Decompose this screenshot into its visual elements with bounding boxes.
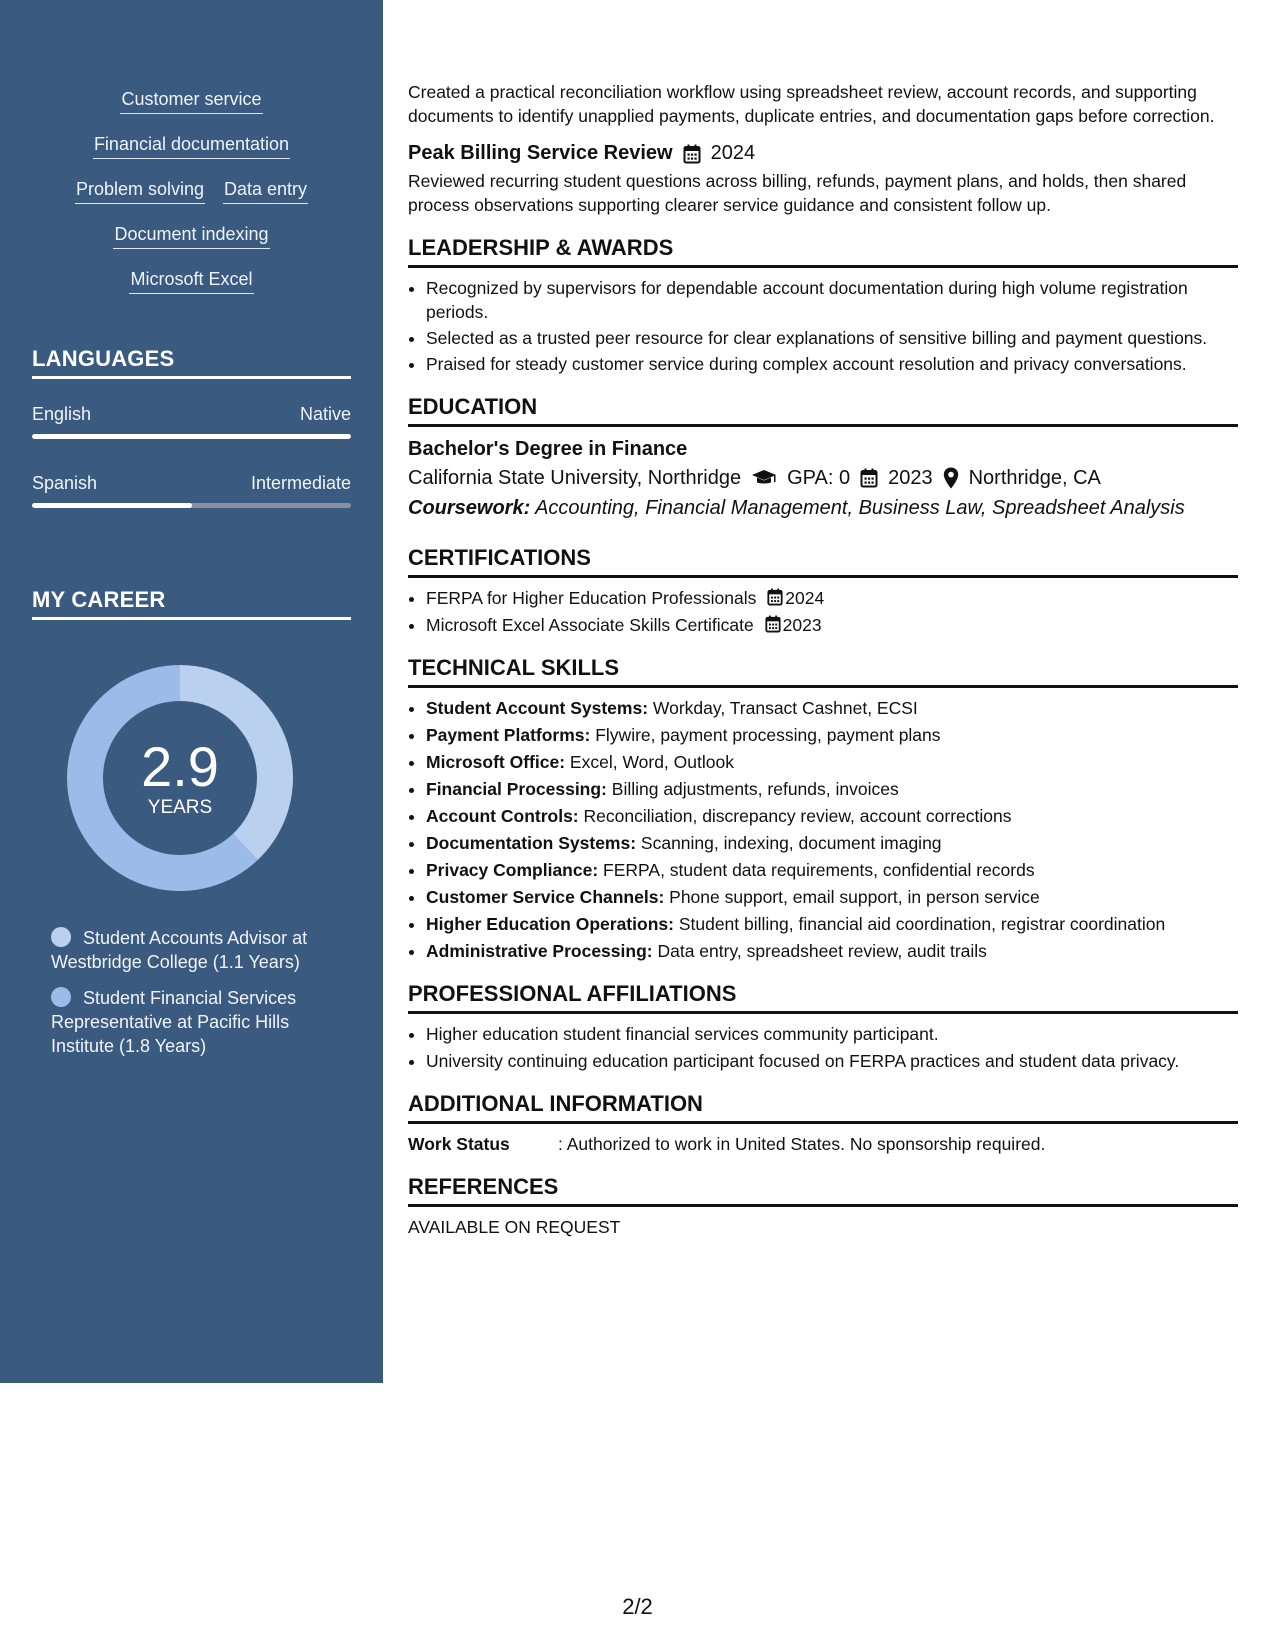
work-status-label: Work Status <box>408 1134 510 1154</box>
certification-item <box>426 586 1238 610</box>
skill-tag: Financial documentation <box>93 131 290 159</box>
career-legend-label: Student Accounts Advisor at Westbridge College (1.1 Years) <box>51 928 308 972</box>
technical-skill-value: Data entry, spreadsheet review, audit trails <box>657 941 987 961</box>
language-name: English <box>32 404 92 424</box>
career-legend-item <box>51 986 351 1058</box>
references-text: AVAILABLE ON REQUEST <box>408 1217 621 1237</box>
main-content <box>408 80 1238 1239</box>
education-school: California State University, Northridge <box>408 467 742 489</box>
coursework-label: Coursework: <box>408 497 531 519</box>
skill-tag: Customer service <box>120 86 262 114</box>
skill-tag: Microsoft Excel <box>129 266 253 294</box>
sidebar <box>0 0 383 1383</box>
language-row <box>32 404 351 425</box>
skill-tag: Data entry <box>223 176 308 204</box>
skill-row <box>0 221 383 266</box>
technical-skill-value: Billing adjustments, refunds, invoices <box>611 779 899 799</box>
technical-skill-item <box>426 777 1238 801</box>
language-proficiency-fill <box>32 434 351 439</box>
language-level: Intermediate <box>250 473 351 493</box>
location-pin-icon <box>943 467 959 489</box>
calendar-icon <box>765 615 781 633</box>
technical-skill-item <box>426 858 1238 882</box>
project-title-row <box>408 142 1238 165</box>
project-intro-paragraph: Created a practical reconciliation workflow using spreadsheet review, account records, and supporting documents to identify unapplied payments, duplicate entries, and documentation gaps before correction. <box>408 82 1215 126</box>
page-number: 2/2 <box>622 1594 653 1619</box>
skill-row <box>0 266 383 311</box>
work-status-value: : Authorized to work in United States. No sponsorship required. <box>558 1134 1046 1154</box>
work-status-row <box>408 1132 1238 1156</box>
technical-skill-label: Financial Processing: <box>426 779 607 799</box>
leadership-heading: LEADERSHIP & AWARDS <box>408 235 1238 268</box>
technical-skill-label: Customer Service Channels: <box>426 887 665 907</box>
career-years-unit: YEARS <box>147 797 213 818</box>
graduation-cap-icon <box>751 469 777 487</box>
career-legend-label: Student Financial Services Representative at Pacific Hills Institute (1.8 Years) <box>51 988 297 1056</box>
technical-skill-value: Student billing, financial aid coordination, registrar coordination <box>678 914 1166 934</box>
technical-skill-value: Scanning, indexing, document imaging <box>640 833 942 853</box>
affiliations-list <box>408 1022 1238 1073</box>
technical-skill-item <box>426 804 1238 828</box>
career-legend <box>51 926 351 1070</box>
skills-list <box>0 86 383 311</box>
leadership-item: • Selected as a trusted peer resource for clear explanations of sensitive billing and payment questions. <box>426 326 1238 350</box>
certification-year: 2023 <box>782 615 822 635</box>
technical-skill-item <box>426 912 1238 936</box>
language-row <box>32 473 351 494</box>
education-location: Northridge, CA <box>968 467 1101 489</box>
languages-heading: LANGUAGES <box>32 346 351 379</box>
coursework-list: Accounting, Financial Management, Business Law, Spreadsheet Analysis <box>535 497 1185 519</box>
certification-year: 2024 <box>785 588 825 608</box>
technical-skill-label: Account Controls: <box>426 806 579 826</box>
technical-skill-label: Documentation Systems: <box>426 833 637 853</box>
technical-skill-item <box>426 831 1238 855</box>
language-proficiency-fill <box>32 503 192 508</box>
education-coursework <box>408 493 1238 523</box>
language-proficiency-bar <box>32 503 351 508</box>
language-level: Native <box>299 404 351 424</box>
technical-skill-item <box>426 939 1238 963</box>
technical-skill-item <box>426 723 1238 747</box>
technical-skills-heading: TECHNICAL SKILLS <box>408 655 1238 688</box>
technical-skill-item <box>426 696 1238 720</box>
technical-skill-value: Excel, Word, Outlook <box>569 752 734 772</box>
technical-skill-label: Higher Education Operations: <box>426 914 674 934</box>
education-details <box>408 463 1238 493</box>
leadership-item: • Praised for steady customer service during complex account resolution and privacy conversations. <box>426 352 1238 376</box>
technical-skill-value: Flywire, payment processing, payment plans <box>595 725 941 745</box>
additional-info-heading: ADDITIONAL INFORMATION <box>408 1091 1238 1124</box>
technical-skill-value: FERPA, student data requirements, confidential records <box>603 860 1035 880</box>
references-heading: REFERENCES <box>408 1174 1238 1207</box>
skill-row <box>0 131 383 176</box>
education-year: 2023 <box>888 467 933 489</box>
language-name: Spanish <box>32 473 98 493</box>
career-heading: MY CAREER <box>32 587 351 620</box>
education-degree: Bachelor's Degree in Finance <box>408 438 688 460</box>
technical-skill-label: Microsoft Office: <box>426 752 566 772</box>
education-gpa: GPA: 0 <box>787 467 851 489</box>
project-title: Peak Billing Service Review <box>408 142 673 164</box>
career-donut-label <box>67 665 293 891</box>
skill-tag: Problem solving <box>75 176 205 204</box>
career-total-years: 2.9 <box>141 735 219 798</box>
technical-skill-value: Reconciliation, discrepancy review, account corrections <box>583 806 1012 826</box>
career-legend-dot <box>51 927 71 947</box>
leadership-item: • Recognized by supervisors for dependable account documentation during high volume registration periods. <box>426 276 1238 324</box>
technical-skill-label: Privacy Compliance: <box>426 860 599 880</box>
skill-row <box>0 176 383 221</box>
certifications-list <box>408 586 1238 637</box>
technical-skill-value: Phone support, email support, in person service <box>669 887 1040 907</box>
language-proficiency-bar <box>32 434 351 439</box>
skill-row <box>0 86 383 131</box>
technical-skill-value: Workday, Transact Cashnet, ECSI <box>652 698 918 718</box>
affiliations-heading: PROFESSIONAL AFFILIATIONS <box>408 981 1238 1014</box>
leadership-list <box>408 276 1238 376</box>
technical-skill-label: Student Account Systems: <box>426 698 649 718</box>
affiliation-item: • University continuing education participant focused on FERPA practices and student data privacy. <box>426 1049 1238 1073</box>
certification-name: Microsoft Excel Associate Skills Certificate <box>426 615 754 635</box>
technical-skills-list <box>408 696 1238 963</box>
project-year: 2024 <box>710 142 756 164</box>
technical-skill-item <box>426 885 1238 909</box>
affiliation-item: • Higher education student financial services community participant. <box>426 1022 1238 1046</box>
technical-skill-label: Administrative Processing: <box>426 941 653 961</box>
career-legend-dot <box>51 987 71 1007</box>
certifications-heading: CERTIFICATIONS <box>408 545 1238 578</box>
technical-skill-item <box>426 750 1238 774</box>
calendar-icon <box>767 588 783 606</box>
technical-skill-label: Payment Platforms: <box>426 725 591 745</box>
education-heading: EDUCATION <box>408 394 1238 427</box>
career-legend-item <box>51 926 351 974</box>
certification-item <box>426 613 1238 637</box>
project-description: Reviewed recurring student questions across billing, refunds, payment plans, and holds, then shared process observations supporting clearer service guidance and consistent follow up. <box>408 171 1187 215</box>
calendar-icon <box>683 144 701 164</box>
certification-name: FERPA for Higher Education Professionals <box>426 588 757 608</box>
calendar-icon <box>860 468 878 488</box>
skill-tag: Document indexing <box>113 221 269 249</box>
